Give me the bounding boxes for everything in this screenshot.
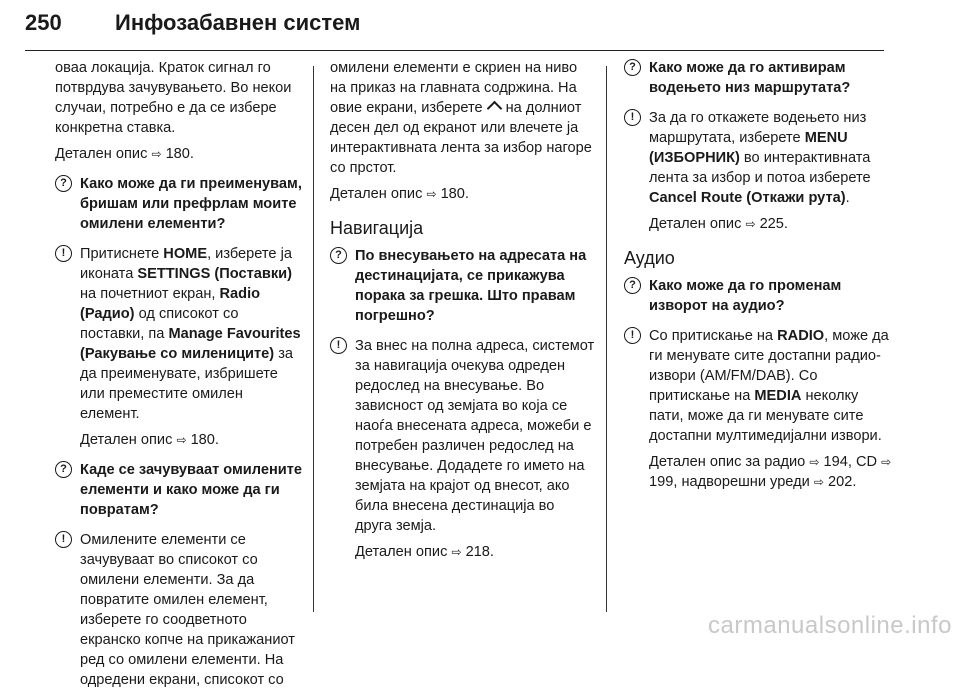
reference-arrow-icon: ⇨	[426, 187, 437, 201]
question-icon: ?	[55, 175, 72, 192]
exclamation-icon: !	[624, 327, 641, 344]
answer-item: ! Притиснете HOME, изберете ја иконата SETTINGS (Поставки) на почетниот екран, Radio (Радио) од списокот со поставки, па Manage Favourites (Ракување со милениците) за да преименувате, избришете или преместите омилен елемент.	[55, 244, 303, 424]
page-number: 250	[25, 10, 62, 35]
question-item: ? По внесувањето на адресата на дестинацијата, се прикажува порака за грешка. Што правам погрешно?	[330, 246, 595, 326]
question-icon: ?	[624, 59, 641, 76]
column-2	[330, 58, 595, 562]
answer-item: ! Со притискање на RADIO, може да ги менувате сите достапни радио-извори (AM/FM/DAB). Со притискање на MEDIA неколку пати, може да ги менувате сите достапни мултимедијални извори.	[624, 326, 892, 446]
continued-paragraph: омилени елементи е скриен на ниво на приказ на главната содржина. На овие екрани, изберете на долниот десен дел од екранот или влечете ја интерактивната лента за избор нагоре со прстот.	[330, 60, 592, 176]
detail-reference: Детален опис ⇨ 225.	[649, 216, 788, 232]
question-item: ? Каде се зачувуваат омилените елементи и како може да ги повратам?	[55, 460, 303, 520]
question-icon: ?	[55, 461, 72, 478]
answer-item: ! За да го откажете водењето низ маршрутата, изберете MENU (ИЗБОРНИК) во интерактивната лента за избор и потоа изберете Cancel Route (Откажи рута).	[624, 108, 892, 208]
question-icon: ?	[624, 277, 641, 294]
question-item: ? Како може да го активирам водењето низ маршрутата?	[624, 58, 892, 98]
column-3	[624, 58, 892, 492]
watermark: carmanualsonline.info	[708, 612, 952, 639]
answer-item: ! За внес на полна адреса, системот за навигација очекува одреден редослед на внесување. Во зависност од земјата во која се наоѓа внесената адреса, можеби е потребен различен редослед на внесување. Додадете го името на земјата на крајот од внесот, ако била внесена дестинација во друга земја.	[330, 336, 595, 536]
chevron-up-icon	[486, 101, 502, 117]
exclamation-icon: !	[55, 531, 72, 548]
question-item: ? Како може да ги преименувам, бришам или префрлам моите омилени елементи?	[55, 174, 303, 234]
detail-reference: Детален опис ⇨ 180.	[80, 432, 219, 448]
detail-reference: Детален опис ⇨ 180.	[330, 186, 469, 202]
intro-paragraph: оваа локација. Краток сигнал го потврдува зачувувањето. Во некои случаи, потребно е да се избере конкретна ставка.	[55, 60, 292, 136]
reference-arrow-icon: ⇨	[809, 455, 820, 469]
detail-reference: Детален опис ⇨ 180.	[55, 146, 194, 162]
section-heading: Навигација	[330, 218, 424, 238]
reference-arrow-icon: ⇨	[176, 433, 187, 447]
question-icon: ?	[330, 247, 347, 264]
exclamation-icon: !	[55, 245, 72, 262]
exclamation-icon: !	[624, 109, 641, 126]
column-divider	[313, 66, 314, 612]
reference-arrow-icon: ⇨	[813, 475, 824, 489]
reference-arrow-icon: ⇨	[881, 455, 892, 469]
question-item: ? Како може да го променам изворот на аудио?	[624, 276, 892, 316]
answer-item: ! Омилените елементи се зачувуваат во списокот со омилени елементи. За да повратите омилен елемент, изберете го соодветното екранско копче на прикажаниот ред со омилени елементи. На одредени екрани, списокот со	[55, 530, 303, 690]
column-divider	[606, 66, 607, 612]
reference-arrow-icon: ⇨	[451, 545, 462, 559]
section-heading: Аудио	[624, 248, 675, 268]
exclamation-icon: !	[330, 337, 347, 354]
detail-reference: Детален опис ⇨ 218.	[355, 544, 494, 560]
column-1	[55, 58, 303, 690]
page-header	[25, 6, 884, 51]
detail-reference: Детален опис за радио ⇨ 194, CD ⇨ 199, надворешни уреди ⇨ 202.	[649, 454, 892, 490]
reference-arrow-icon: ⇨	[151, 147, 162, 161]
reference-arrow-icon: ⇨	[745, 217, 756, 231]
page-title: Инфозабавнен систем	[115, 10, 361, 35]
